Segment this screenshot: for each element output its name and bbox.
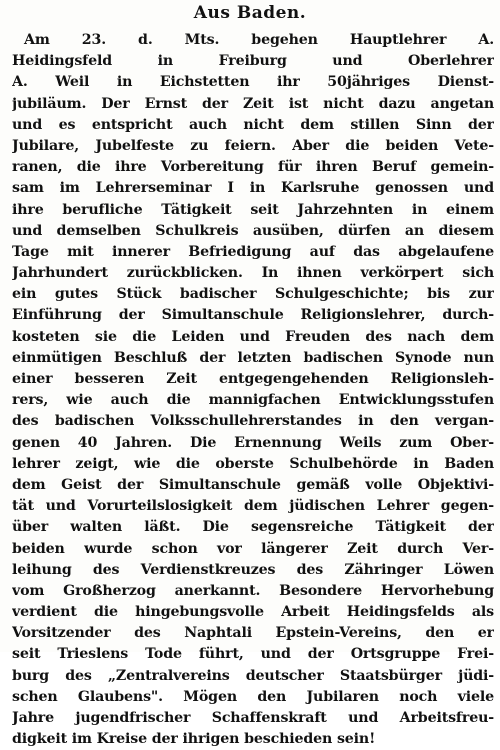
text-line: digkeit im Kreise der ihrigen beschieden sein! [12,731,376,748]
text-line: seit Trieslens Tode führt, und der Ortsgruppe Frei- [12,646,494,663]
text-line: Jahre jugendfrischer Schaffenskraft und Arbeitsfreu- [12,710,494,726]
text-line: rers, wie auch die mannigfachen Entwicklungsstufen [12,392,494,409]
text-line: Einführung der Simultanschule Religionslehrer, durch- [12,307,494,324]
text-line: sam im Lehrerseminar I in Karlsruhe genossen und [12,180,494,197]
text-line: einmütigen Beschluß der letzten badischen Synode nun [12,349,494,366]
text-line: jubiläum. Der Ernst der Zeit ist nicht dazu angetan [12,95,494,112]
article-body [12,30,494,750]
text-line: Vorsitzender des Naphtali Epstein-Vereins, den er [12,625,494,642]
text-line: Heidingsfeld in Freiburg und Oberlehrer [12,53,494,70]
text-line: vom Großherzog anerkannt. Besondere Hervorhebung [12,582,494,599]
text-line: Am 23. d. Mts. begehen Hauptlehrer A. [24,32,494,48]
text-line: dem Geist der Simultanschule gemäß volle Objektivi- [12,476,494,493]
text-line: und es entspricht auch nicht dem stillen Sinn der [12,116,494,133]
text-line: einer besseren Zeit entgegengehenden Religionsleh- [12,371,494,387]
text-line: ranen, die ihre Vorbereitung für ihren Beruf gemein- [12,159,494,176]
text-line: ihre berufliche Tätigkeit seit Jahrzehnten in einem [12,201,494,218]
text-line: tät und Vorurteilslosigkeit dem jüdischen Lehrer gegen- [12,498,494,515]
text-line: Jubilare, Jubelfeste zu feiern. Aber die beiden Vete- [12,137,494,154]
article-heading: Aus Baden. [193,3,307,23]
text-line: leihung des Verdienstkreuzes des Zähringer Löwen [12,561,494,578]
text-line: lehrer zeigt, wie die oberste Schulbehörde in Baden [12,455,494,472]
text-line: genen 40 Jahren. Die Ernennung Weils zum Ober- [12,434,494,451]
text-line: über walten läßt. Die segensreiche Tätigkeit der [12,519,494,536]
text-line: verdient die hingebungsvolle Arbeit Heidingsfelds als [12,604,494,621]
text-line: A. Weil in Eichstetten ihr 50jähriges Dienst- [12,74,494,91]
text-line: burg des „Zentralvereins deutscher Staatsbürger jüdi- [12,667,494,684]
text-line: ein gutes Stück badischer Schulgeschichte; bis zur [12,286,494,303]
text-line: und demselben Schulkreis ausüben, dürfen an diesem [12,222,494,239]
text-line: Tage mit innerer Befriedigung auf das abgelaufene [12,243,494,260]
text-line: kosteten sie die Leiden und Freuden des nach dem [12,328,494,345]
text-line: schen Glaubens". Mögen den Jubilaren noch viele [12,688,494,705]
text-line: Jahrhundert zurückblicken. In ihnen verkörpert sich [12,265,494,282]
text-line: beiden wurde schon vor längerer Zeit durch Ver- [12,540,494,557]
text-line: des badischen Volksschullehrerstandes in den vergan- [12,413,494,430]
